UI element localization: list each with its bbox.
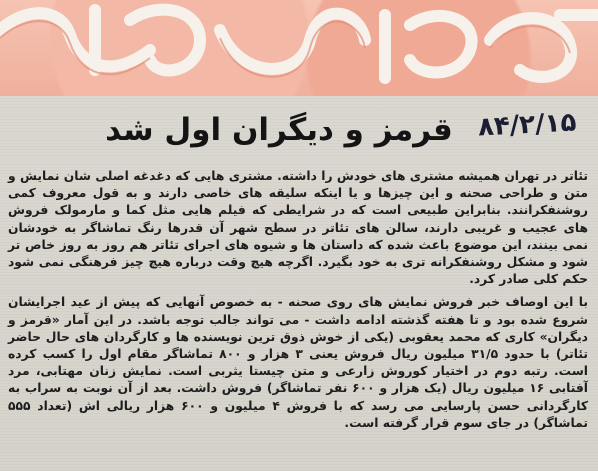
issue-date: ۸۴/۲/۱۵ <box>476 107 577 143</box>
article-paragraph: تئاتر در تهران همیشه مشتری های خودش را داشته. مشتری هایی که دغدغه اصلی شان نمایش و متن و طراحی صحنه و این چیزها و یا اینکه سلیقه های خاصی دارند و به قول معروف کمی روشنفکرانند. بنابراین طبیعی است که در شرایطی که فیلم هایی مثل کما و مارمولک فروش های عجیب و غریبی دارند، سالن های تئاتر در سطح شهر آن قدرها رنگ تماشاگر به خودشان نمی بینند، این موضوع باعث شده که داستان ها و شیوه های اجرای تئاتر هم روز به روز خاص تر شود و مشکل روشنفکرانه تری به خود بگیرد. اگرچه هیچ وقت درباره هیچ چیز فرهنگی نمی شود حکم کلی صادر کرد. <box>8 169 588 287</box>
article-paragraph: با این اوصاف خبر فروش نمایش های روی صحنه - به خصوص آنهایی که پیش از عید اجرایشان شروع شده بود و تا هفته گذشته ادامه داشت - می تواند جالب توجه باشد. در این آمار «قرمز و دیگران» کاری که محمد یعقوبی (یکی از خوش ذوق ترین نویسنده ها و کارگردان های حال حاضر تئاتر) با حدود ۳۱/۵ میلیون ریال فروش یعنی ۳ هزار و ۸۰۰ تماشاگر مقام اول را کسب کرده است. رتبه دوم در اختیار کوروش زارعی و متن چیستا یثربی است. نمایش زنان مهتابی، مرد آفتابی ۱۶ میلیون ریال (یک هزار و ۶۰۰ نفر تماشاگر) فروش داشت. بعد از آن نوبت به سراب به کارگردانی حسن پارسایی می رسد که با فروش ۴ میلیون و ۶۰۰ هزار ریالی اش (تعداد ۵۵۵ تماشاگر) در جای سوم قرار گرفته است. <box>8 295 588 430</box>
masthead <box>0 0 598 96</box>
headline: قرمز و دیگران اول شد <box>105 112 453 148</box>
article-body <box>8 168 588 432</box>
masthead-logo <box>0 0 598 96</box>
